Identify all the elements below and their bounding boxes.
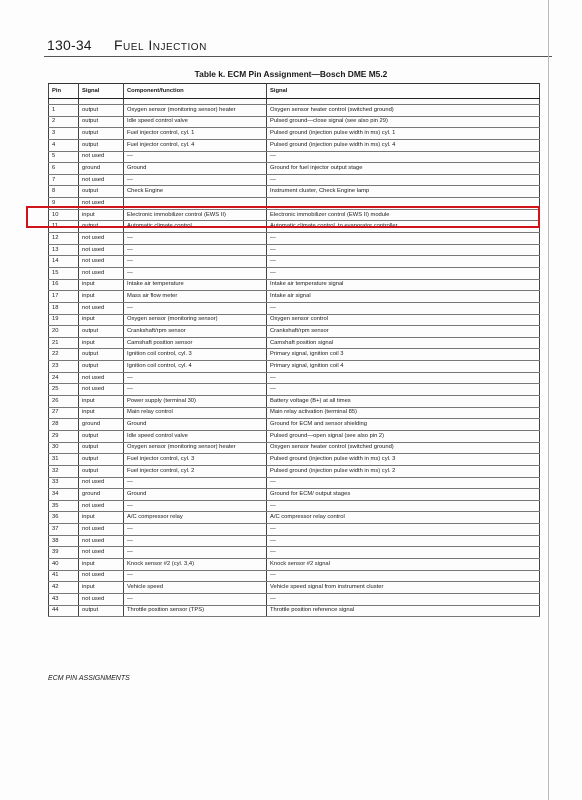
- cell-pin: 39: [49, 547, 79, 559]
- cell-component: —: [124, 267, 267, 279]
- cell-signal: —: [267, 256, 540, 268]
- page-edge-line: [548, 0, 549, 800]
- cell-pin: 24: [49, 372, 79, 384]
- table-row: [49, 337, 540, 349]
- table-row: [49, 524, 540, 536]
- cell-component: Electronic immobilizer control (EWS II): [124, 209, 267, 221]
- cell-signal-type: not used: [79, 151, 124, 163]
- table-row: [49, 396, 540, 408]
- table-row: [49, 593, 540, 605]
- table-row: [49, 419, 540, 431]
- cell-signal-type: ground: [79, 163, 124, 175]
- cell-component: Intake air temperature: [124, 279, 267, 291]
- cell-signal: Ground for ECM/ output stages: [267, 489, 540, 501]
- cell-component: —: [124, 174, 267, 186]
- cell-component: Ignition coil control, cyl. 4: [124, 361, 267, 373]
- cell-pin: 18: [49, 302, 79, 314]
- cell-pin: 10: [49, 209, 79, 221]
- cell-signal-type: output: [79, 221, 124, 233]
- cell-pin: 5: [49, 151, 79, 163]
- cell-signal-type: not used: [79, 477, 124, 489]
- cell-pin: 7: [49, 174, 79, 186]
- cell-component: —: [124, 535, 267, 547]
- cell-signal: Knock sensor #2 signal: [267, 558, 540, 570]
- cell-pin: 19: [49, 314, 79, 326]
- table-row: [49, 582, 540, 594]
- cell-component: Vehicle speed: [124, 582, 267, 594]
- cell-signal-type: output: [79, 361, 124, 373]
- cell-component: Check Engine: [124, 186, 267, 198]
- cell-pin: 35: [49, 500, 79, 512]
- table-row: [49, 442, 540, 454]
- cell-signal-type: input: [79, 209, 124, 221]
- table-row: [49, 489, 540, 501]
- cell-pin: 27: [49, 407, 79, 419]
- cell-signal-type: input: [79, 407, 124, 419]
- cell-signal-type: not used: [79, 244, 124, 256]
- cell-signal: Pulsed ground—close signal (see also pin 29): [267, 116, 540, 128]
- cell-pin: 22: [49, 349, 79, 361]
- cell-component: Crankshaft/rpm sensor: [124, 326, 267, 338]
- cell-pin: 31: [49, 454, 79, 466]
- table-row: [49, 384, 540, 396]
- cell-signal: Electronic immobilizer control (EWS II) module: [267, 209, 540, 221]
- cell-signal: Oxygen sensor control: [267, 314, 540, 326]
- column-header-signal-type: Signal: [79, 84, 124, 99]
- cell-pin: 36: [49, 512, 79, 524]
- cell-pin: 43: [49, 593, 79, 605]
- cell-pin: 16: [49, 279, 79, 291]
- cell-signal-type: output: [79, 465, 124, 477]
- cell-component: Idle speed control valve: [124, 116, 267, 128]
- cell-pin: 42: [49, 582, 79, 594]
- cell-pin: 3: [49, 128, 79, 140]
- table-row: [49, 605, 540, 617]
- cell-pin: 26: [49, 396, 79, 408]
- table-row: [49, 116, 540, 128]
- cell-pin: 13: [49, 244, 79, 256]
- cell-pin: 8: [49, 186, 79, 198]
- cell-signal-type: input: [79, 279, 124, 291]
- cell-signal: Pulsed ground—open signal (see also pin 2): [267, 430, 540, 442]
- cell-signal-type: input: [79, 512, 124, 524]
- cell-signal: Camshaft position signal: [267, 337, 540, 349]
- cell-signal: Instrument cluster, Check Engine lamp: [267, 186, 540, 198]
- cell-signal-type: not used: [79, 372, 124, 384]
- cell-pin: 29: [49, 430, 79, 442]
- cell-signal: Pulsed ground (injection pulse width in ms) cyl. 4: [267, 139, 540, 151]
- page-number: 130-34: [47, 37, 92, 53]
- cell-signal: —: [267, 372, 540, 384]
- cell-component: —: [124, 547, 267, 559]
- cell-pin: 32: [49, 465, 79, 477]
- table-row: [49, 256, 540, 268]
- cell-signal-type: not used: [79, 535, 124, 547]
- section-title: Fuel Injection: [114, 37, 207, 53]
- table-row: [49, 139, 540, 151]
- cell-signal-type: output: [79, 128, 124, 140]
- table-row: [49, 291, 540, 303]
- header-rule: [44, 56, 552, 57]
- cell-component: —: [124, 244, 267, 256]
- table-row: [49, 535, 540, 547]
- cell-component: A/C compressor relay: [124, 512, 267, 524]
- cell-signal-type: input: [79, 396, 124, 408]
- cell-pin: 23: [49, 361, 79, 373]
- cell-signal: Pulsed ground (injection pulse width in ms) cyl. 2: [267, 465, 540, 477]
- cell-pin: 14: [49, 256, 79, 268]
- cell-pin: 38: [49, 535, 79, 547]
- cell-component: Mass air flow meter: [124, 291, 267, 303]
- cell-component: —: [124, 500, 267, 512]
- cell-component: Ground: [124, 163, 267, 175]
- cell-signal: Vehicle speed signal from instrument cluster: [267, 582, 540, 594]
- cell-component: Power supply (terminal 30): [124, 396, 267, 408]
- cell-pin: 15: [49, 267, 79, 279]
- cell-pin: 2: [49, 116, 79, 128]
- cell-signal: Oxygen sensor heater control (switched ground): [267, 105, 540, 117]
- cell-signal: Ground for ECM and sensor shielding: [267, 419, 540, 431]
- cell-component: Oxygen sensor (monitoring sensor) heater: [124, 442, 267, 454]
- table-row: [49, 244, 540, 256]
- cell-signal: —: [267, 535, 540, 547]
- cell-component: —: [124, 372, 267, 384]
- cell-signal: —: [267, 384, 540, 396]
- cell-component: Throttle position sensor (TPS): [124, 605, 267, 617]
- table-row: [49, 326, 540, 338]
- cell-component: —: [124, 384, 267, 396]
- cell-pin: 28: [49, 419, 79, 431]
- cell-signal: —: [267, 477, 540, 489]
- cell-component: Idle speed control valve: [124, 430, 267, 442]
- cell-component: Fuel injector control, cyl. 1: [124, 128, 267, 140]
- cell-signal: Throttle position reference signal: [267, 605, 540, 617]
- cell-component: —: [124, 233, 267, 245]
- cell-signal: Ground for fuel injector output stage: [267, 163, 540, 175]
- table-row: [49, 477, 540, 489]
- table-row: [49, 500, 540, 512]
- table-row: [49, 314, 540, 326]
- cell-signal-type: not used: [79, 198, 124, 210]
- cell-signal-type: output: [79, 454, 124, 466]
- table-row: [49, 267, 540, 279]
- table-row: [49, 186, 540, 198]
- cell-signal: —: [267, 233, 540, 245]
- table-row: [49, 233, 540, 245]
- cell-component: —: [124, 593, 267, 605]
- table-row: [49, 302, 540, 314]
- cell-component: —: [124, 570, 267, 582]
- cell-signal-type: ground: [79, 489, 124, 501]
- cell-component: Automatic climate control: [124, 221, 267, 233]
- cell-component: Oxygen sensor (monitoring sensor): [124, 314, 267, 326]
- cell-signal: —: [267, 174, 540, 186]
- cell-pin: 17: [49, 291, 79, 303]
- cell-component: —: [124, 477, 267, 489]
- column-header-pin: Pin: [49, 84, 79, 99]
- cell-pin: 20: [49, 326, 79, 338]
- cell-component: Knock sensor #2 (cyl. 3,4): [124, 558, 267, 570]
- cell-pin: 33: [49, 477, 79, 489]
- table-row: [49, 558, 540, 570]
- table-body: [49, 99, 540, 617]
- cell-signal: Primary signal, ignition coil 4: [267, 361, 540, 373]
- cell-signal-type: output: [79, 605, 124, 617]
- cell-component: Camshaft position sensor: [124, 337, 267, 349]
- cell-pin: 9: [49, 198, 79, 210]
- cell-pin: 37: [49, 524, 79, 536]
- cell-pin: 25: [49, 384, 79, 396]
- cell-pin: 44: [49, 605, 79, 617]
- cell-signal-type: output: [79, 116, 124, 128]
- table-row: [49, 105, 540, 117]
- cell-signal-type: not used: [79, 547, 124, 559]
- cell-signal-type: ground: [79, 419, 124, 431]
- table-header-row: [49, 84, 540, 99]
- cell-signal: Battery voltage (B+) at all times: [267, 396, 540, 408]
- cell-signal-type: output: [79, 105, 124, 117]
- table-row: [49, 454, 540, 466]
- cell-signal: —: [267, 244, 540, 256]
- cell-component: Ignition coil control, cyl. 3: [124, 349, 267, 361]
- cell-component: —: [124, 151, 267, 163]
- table-row: [49, 163, 540, 175]
- cell-component: Fuel injector control, cyl. 2: [124, 465, 267, 477]
- cell-signal: —: [267, 302, 540, 314]
- cell-signal: Automatic climate control, to evaporator controller: [267, 221, 540, 233]
- cell-component: Ground: [124, 489, 267, 501]
- pin-10-highlight-box: [26, 206, 540, 228]
- table-row: [49, 151, 540, 163]
- cell-signal-type: not used: [79, 593, 124, 605]
- cell-signal: Crankshaft/rpm sensor: [267, 326, 540, 338]
- table-row: [49, 174, 540, 186]
- column-header-signal: Signal: [267, 84, 540, 99]
- cell-signal: —: [267, 593, 540, 605]
- cell-signal: —: [267, 570, 540, 582]
- cell-signal: Intake air temperature signal: [267, 279, 540, 291]
- cell-signal: Pulsed ground (injection pulse width in ms) cyl. 3: [267, 454, 540, 466]
- cell-component: —: [124, 302, 267, 314]
- cell-signal: —: [267, 524, 540, 536]
- cell-signal-type: output: [79, 186, 124, 198]
- table-row: [49, 570, 540, 582]
- cell-component: Oxygen sensor (monitoring sensor) heater: [124, 105, 267, 117]
- pin-assignment-table: [48, 83, 540, 617]
- column-header-component: Component/function: [124, 84, 267, 99]
- table-row: [49, 349, 540, 361]
- cell-signal-type: not used: [79, 384, 124, 396]
- cell-signal: Main relay activation (terminal 85): [267, 407, 540, 419]
- cell-signal: A/C compressor relay control: [267, 512, 540, 524]
- table-row: [49, 512, 540, 524]
- cell-component: Ground: [124, 419, 267, 431]
- table-row: [49, 372, 540, 384]
- cell-pin: 4: [49, 139, 79, 151]
- cell-signal-type: not used: [79, 570, 124, 582]
- cell-signal: Intake air signal: [267, 291, 540, 303]
- cell-signal: —: [267, 151, 540, 163]
- cell-signal-type: not used: [79, 233, 124, 245]
- table-row: [49, 465, 540, 477]
- cell-signal-type: not used: [79, 500, 124, 512]
- table-row: [49, 407, 540, 419]
- cell-component: Fuel injector control, cyl. 3: [124, 454, 267, 466]
- cell-component: —: [124, 524, 267, 536]
- footer-caption: ECM PIN ASSIGNMENTS: [48, 675, 130, 682]
- table-row: [49, 547, 540, 559]
- cell-signal-type: not used: [79, 302, 124, 314]
- cell-pin: 11: [49, 221, 79, 233]
- cell-component: Main relay control: [124, 407, 267, 419]
- cell-signal: —: [267, 500, 540, 512]
- cell-pin: 41: [49, 570, 79, 582]
- cell-signal-type: input: [79, 337, 124, 349]
- cell-signal-type: output: [79, 349, 124, 361]
- cell-component: —: [124, 256, 267, 268]
- cell-pin: 6: [49, 163, 79, 175]
- cell-signal: —: [267, 267, 540, 279]
- cell-signal: Oxygen sensor heater control (switched ground): [267, 442, 540, 454]
- table-row: [49, 361, 540, 373]
- cell-signal-type: not used: [79, 267, 124, 279]
- cell-pin: 40: [49, 558, 79, 570]
- cell-signal-type: input: [79, 582, 124, 594]
- cell-signal-type: input: [79, 314, 124, 326]
- table-row: [49, 430, 540, 442]
- cell-pin: 12: [49, 233, 79, 245]
- cell-pin: 30: [49, 442, 79, 454]
- table-row: [49, 128, 540, 140]
- cell-signal: —: [267, 547, 540, 559]
- cell-signal-type: output: [79, 139, 124, 151]
- cell-signal-type: not used: [79, 174, 124, 186]
- cell-signal-type: output: [79, 326, 124, 338]
- table-title: Table k. ECM Pin Assignment—Bosch DME M5.2: [194, 69, 388, 79]
- cell-pin: 21: [49, 337, 79, 349]
- table-row: [49, 279, 540, 291]
- cell-signal: Primary signal, ignition coil 3: [267, 349, 540, 361]
- cell-signal-type: output: [79, 442, 124, 454]
- cell-pin: 1: [49, 105, 79, 117]
- cell-signal-type: input: [79, 291, 124, 303]
- cell-pin: 34: [49, 489, 79, 501]
- cell-component: Fuel injector control, cyl. 4: [124, 139, 267, 151]
- cell-signal-type: not used: [79, 256, 124, 268]
- cell-signal-type: not used: [79, 524, 124, 536]
- cell-signal-type: input: [79, 558, 124, 570]
- cell-signal: Pulsed ground (injection pulse width in ms) cyl. 1: [267, 128, 540, 140]
- cell-signal-type: output: [79, 430, 124, 442]
